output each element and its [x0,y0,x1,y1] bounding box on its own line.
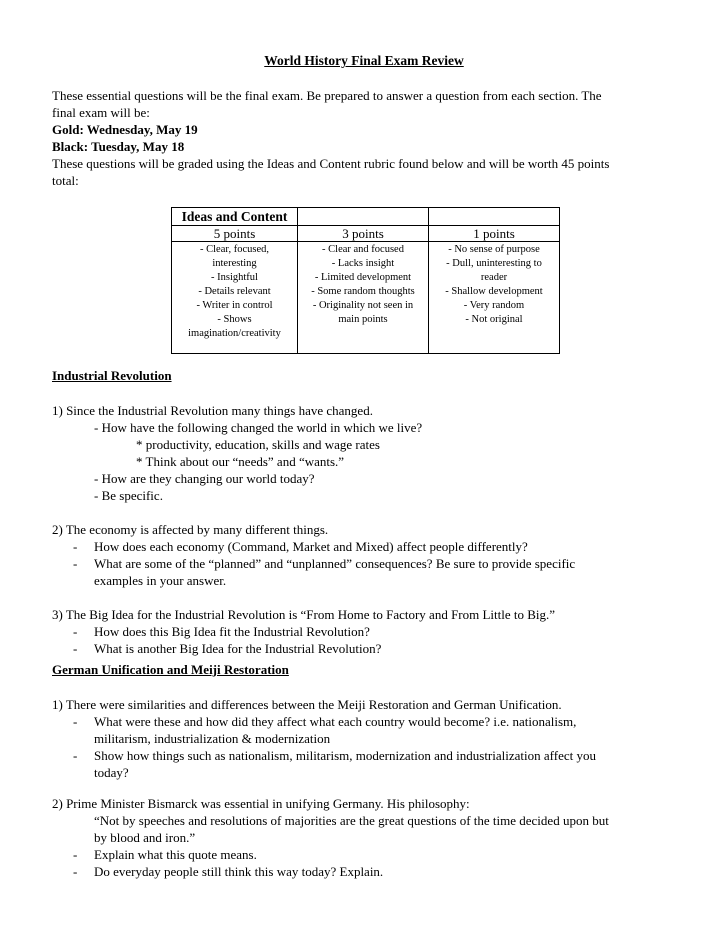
criteria-item: - Very random [463,300,525,311]
rubric-header-empty [429,208,560,226]
criteria-item: - Writer in control [196,300,273,311]
bullet-dash: - [73,641,78,656]
intro-line: These essential questions will be the final exam. Be prepared to answer a question from each section. The [52,88,602,103]
bullet-dash: - [73,539,78,554]
bullet-text: What is another Big Idea for the Industrial Revolution? [94,641,382,656]
bullet-text: examples in your answer. [94,573,227,588]
criteria-item: reader [480,272,508,283]
criteria-item: imagination/creativity [188,328,281,339]
question-text: 1) There were similarities and differences between the Meiji Restoration and German Unification. [52,697,562,712]
bullet-text: What were these and how did they affect what each country would become? i.e. nationalism, [94,714,577,729]
page-title: World History Final Exam Review [264,53,464,68]
criteria-item: - Details relevant [198,286,271,297]
intro-line: total: [52,173,79,188]
points-5: 5 points [172,226,298,242]
question-text: - How have the following changed the world in which we live? [94,420,423,435]
points-1: 1 points [429,226,560,242]
question-text: - Be specific. [94,488,163,503]
criteria-item: interesting [212,258,257,269]
criteria-item: - Dull, uninteresting to [446,258,542,269]
question-text: 2) Prime Minister Bismarck was essential in unifying Germany. His philosophy: [52,796,470,811]
criteria-1 [429,242,560,354]
rubric-header: Ideas and Content [172,208,298,226]
criteria-item: - Clear and focused [322,244,404,255]
gold-date: Gold: Wednesday, May 19 [52,122,198,137]
criteria-item: - Clear, focused, [200,244,269,255]
criteria-item: - Some random thoughts [311,286,415,297]
bullet-text: What are some of the “planned” and “unplanned” consequences? Be sure to provide specific [94,556,576,571]
intro-line: final exam will be: [52,105,150,120]
criteria-item: - No sense of purpose [448,244,540,255]
bullet-text: Explain what this quote means. [94,847,257,862]
quote-text: “Not by speeches and resolutions of majorities are the great questions of the time decided upon but [94,813,609,828]
question-text: * productivity, education, skills and wage rates [136,437,380,452]
bullet-text: militarism, industrialization & modernization [94,731,331,746]
criteria-item: - Not original [465,314,523,325]
rubric-header-empty [298,208,429,226]
bullet-text: Show how things such as nationalism, militarism, modernization and industrialization affect you [94,748,596,763]
criteria-item: - Insightful [211,272,258,283]
question-text: 1) Since the Industrial Revolution many things have changed. [52,403,373,418]
points-3: 3 points [298,226,429,242]
criteria-item: - Lacks insight [331,258,395,269]
question-text: - How are they changing our world today? [94,471,315,486]
criteria-5 [172,242,298,354]
criteria-item: - Limited development [314,272,412,283]
section-heading-german-meiji: German Unification and Meiji Restoration [52,662,289,677]
criteria-item: main points [338,314,388,325]
question-text: * Think about our “needs” and “wants.” [136,454,345,469]
bullet-text: Do everyday people still think this way today? Explain. [94,864,384,879]
rubric-table [171,207,560,354]
criteria-item: - Originality not seen in [312,300,414,311]
question-text: 3) The Big Idea for the Industrial Revolution is “From Home to Factory and From Little to Big.” [52,607,556,622]
question-text: 2) The economy is affected by many different things. [52,522,329,537]
bullet-text: How does each economy (Command, Market and Mixed) affect people differently? [94,539,528,554]
rubric-points-row [172,226,560,242]
rubric-header-row [172,208,560,226]
criteria-item: - Shallow development [445,286,543,297]
rubric-criteria-row [172,242,560,354]
quote-text: by blood and iron.” [94,830,196,845]
bullet-dash: - [73,714,78,729]
black-date: Black: Tuesday, May 18 [52,139,185,154]
intro-line: These questions will be graded using the Ideas and Content rubric found below and will be worth 45 points [52,156,610,171]
bullet-text: today? [94,765,129,780]
bullet-text: How does this Big Idea fit the Industrial Revolution? [94,624,370,639]
bullet-dash: - [73,624,78,639]
section-heading-industrial: Industrial Revolution [52,368,172,383]
criteria-3 [298,242,429,354]
bullet-dash: - [73,864,78,879]
bullet-dash: - [73,847,78,862]
criteria-item: - Shows [217,314,252,325]
bullet-dash: - [73,748,78,763]
bullet-dash: - [73,556,78,571]
